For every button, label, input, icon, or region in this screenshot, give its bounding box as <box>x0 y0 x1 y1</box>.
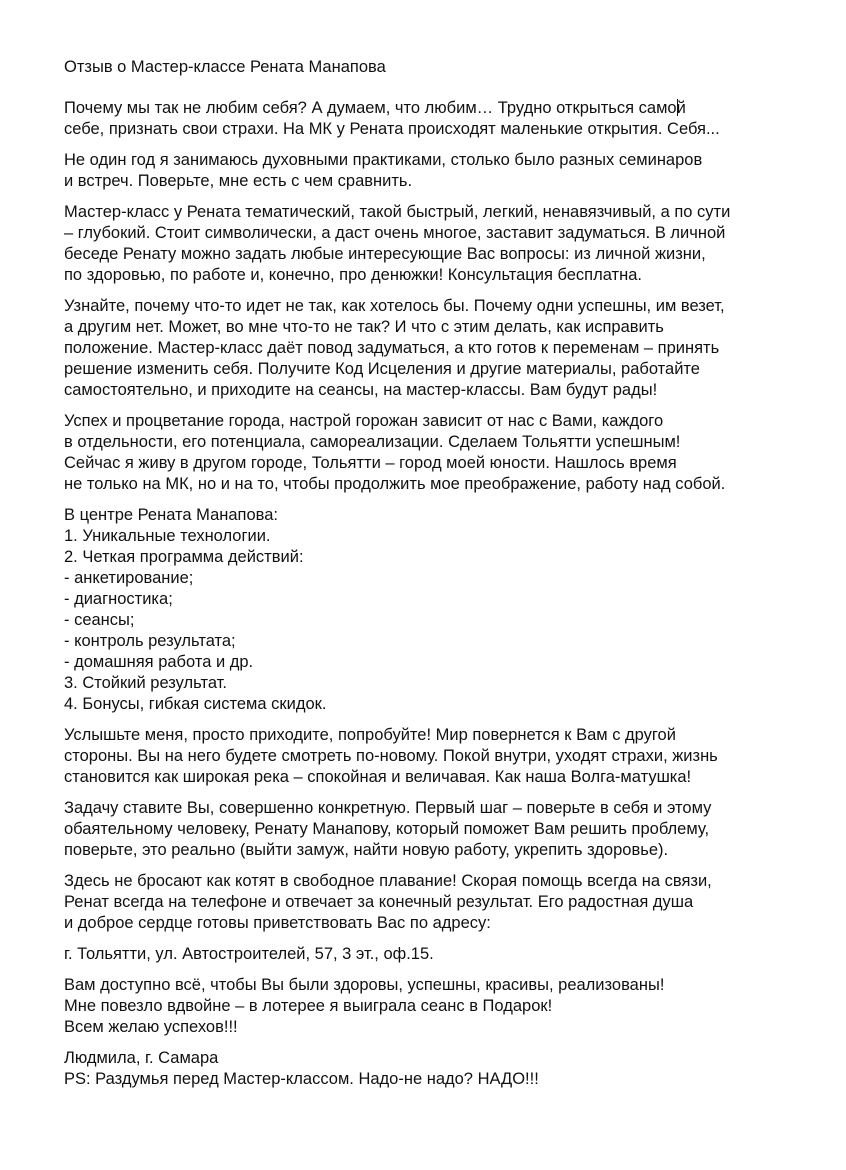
text-line: себе, признать свои страхи. На МК у Рената происходят маленькие открытия. Себя... <box>64 120 720 138</box>
text-line: положение. Мастер-класс даёт повод задуматься, а кто готов к переменам – принять <box>64 339 720 357</box>
text-line: Услышьте меня, просто приходите, попробуйте! Мир повернется к Вам с другой <box>64 726 676 744</box>
document-title: Отзыв о Мастер-классе Рената Манапова <box>64 58 386 76</box>
list-item: - диагностика; <box>64 590 173 608</box>
list-item: - домашняя работа и др. <box>64 653 254 671</box>
text-line: Ренат всегда на телефоне и отвечает за конечный результат. Его радостная душа <box>64 893 694 911</box>
text-line: а другим нет. Может, во мне что-то не так? И что с этим делать, как исправить <box>64 318 664 336</box>
text-line: Почему мы так не любим себя? А думаем, что любим… Трудно открыться самой <box>64 99 686 117</box>
signature-block <box>64 1048 824 1090</box>
paragraph-wishes <box>64 975 824 1038</box>
paragraph-city-success <box>64 411 824 495</box>
text-line: и встреч. Поверьте, мне есть с чем сравнить. <box>64 172 413 190</box>
text-line: стороны. Вы на него будете смотреть по-новому. Покой внутри, уходят страхи, жизнь <box>64 747 718 765</box>
list-item: 2. Четкая программа действий: <box>64 548 304 566</box>
text-line: в отдельности, его потенциала, самореализации. Сделаем Тольятти успешным! <box>64 433 681 451</box>
text-line: становится как широкая река – спокойная и величавая. Как наша Волга-матушка! <box>64 768 692 786</box>
text-line: Успех и процветание города, настрой горожан зависит от нас с Вами, каждого <box>64 412 664 430</box>
document-page <box>64 56 824 1100</box>
paragraph-intro <box>64 98 824 140</box>
text-line: – глубокий. Стоит символически, а даст очень многое, заставит задуматься. В личной <box>64 224 726 242</box>
list-item: 4. Бонусы, гибкая система скидок. <box>64 695 327 713</box>
paragraph-support <box>64 871 824 934</box>
text-line: обаятельному человеку, Ренату Манапову, который поможет Вам решить проблему, <box>64 820 710 838</box>
address <box>64 944 824 965</box>
text-line: Всем желаю успехов!!! <box>64 1018 238 1036</box>
paragraph-experience <box>64 150 824 192</box>
text-line: самостоятельно, и приходите на сеансы, на мастер-классы. Вам будут рады! <box>64 381 658 399</box>
paragraph-masterclass <box>64 202 824 286</box>
list-item: 1. Уникальные технологии. <box>64 527 271 545</box>
text-line: не только на МК, но и на то, чтобы продолжить мое преображение, работу над собой. <box>64 475 726 493</box>
text-line: по здоровью, по работе и, конечно, про денюжки! Консультация бесплатна. <box>64 266 642 284</box>
text-line: и доброе сердце готовы приветствовать Вас по адресу: <box>64 914 491 932</box>
list-item: 3. Стойкий результат. <box>64 674 227 692</box>
paragraph-listen <box>64 725 824 788</box>
text-line: Сейчас я живу в другом городе, Тольятти – город моей юности. Нашлось время <box>64 454 677 472</box>
text-line: Не один год я занимаюсь духовными практиками, столько было разных семинаров <box>64 151 703 169</box>
text-line: решение изменить себя. Получите Код Исцеления и другие материалы, работайте <box>64 360 700 378</box>
text-line: беседе Ренату можно задать любые интересующие Вас вопросы: из личной жизни, <box>64 245 706 263</box>
text-line: поверьте, это реально (выйти замуж, найти новую работу, укрепить здоровье). <box>64 841 669 859</box>
center-features-list <box>64 505 824 715</box>
list-item: - сеансы; <box>64 611 135 629</box>
text-line: Задачу ставите Вы, совершенно конкретную. Первый шаг – поверьте в себя и этому <box>64 799 712 817</box>
list-item: - анкетирование; <box>64 569 194 587</box>
text-line: Мастер-класс у Рената тематический, такой быстрый, легкий, ненавязчивый, а по сути <box>64 203 731 221</box>
signature: Людмила, г. Самара <box>64 1049 219 1067</box>
paragraph-learn-why <box>64 296 824 401</box>
address-line: г. Тольятти, ул. Автостроителей, 57, 3 эт., оф.15. <box>64 945 434 963</box>
list-item: - контроль результата; <box>64 632 236 650</box>
text-line: Мне повезло вдвойне – в лотерее я выиграла сеанс в Подарок! <box>64 997 553 1015</box>
list-heading: В центре Рената Манапова: <box>64 506 279 524</box>
postscript: PS: Раздумья перед Мастер-классом. Надо-не надо? НАДО!!! <box>64 1070 539 1088</box>
paragraph-task <box>64 798 824 861</box>
text-line: Узнайте, почему что-то идет не так, как хотелось бы. Почему одни успешны, им везет, <box>64 297 725 315</box>
text-line: Здесь не бросают как котят в свободное плавание! Скорая помощь всегда на связи, <box>64 872 712 890</box>
text-line: Вам доступно всё, чтобы Вы были здоровы, успешны, красивы, реализованы! <box>64 976 665 994</box>
